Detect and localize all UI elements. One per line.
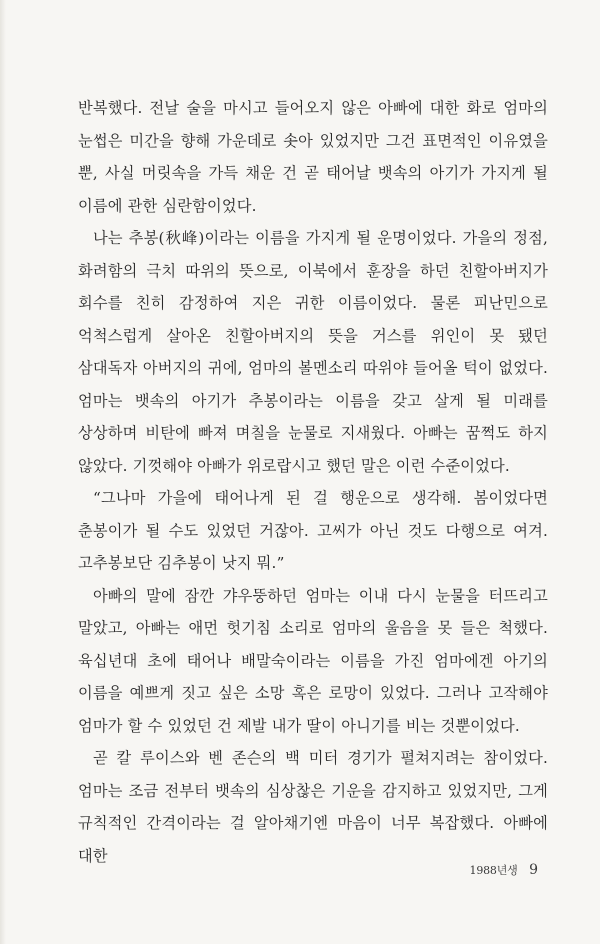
page-footer bbox=[470, 862, 538, 878]
paragraph-1: 반복했다. 전날 술을 마시고 들어오지 않은 아빠에 대한 화로 엄마의 눈썹은 미간을 향해 가운데로 솟아 있었지만 그건 표면적인 이유였을 뿐, 사실 머릿속을 가득 채운 건 곧 태어날 뱃속의 아기가 가지게 될 이름에 관한 심란함이었다. bbox=[78, 99, 548, 215]
paragraph-2: 나는 추봉(秋峰)이라는 이름을 가지게 될 운명이었다. 가을의 정점, 화려함의 극치 따위의 뜻으로, 이북에서 훈장을 하던 친할아버지가 회수를 친히 감정하여 지은 귀한 이름이었다. 물론 피난민으로 억척스럽게 살아온 친할아버지의 뜻을 거스를 위인이 못 됐던 삼대독자 아버지의 귀에, 엄마의 볼멘소리 따위야 들어올 턱이 없었다. 엄마는 뱃속의 아기가 추봉이라는 이름을 갖고 살게 될 미래를 상상하며 비탄에 빠져 며칠을 눈물로 지새웠다. 아빠는 꿈쩍도 하지 않았다. 기껏해야 아빠가 위로랍시고 했던 말은 이런 수준이었다. bbox=[78, 229, 548, 475]
page-edge-shadow bbox=[0, 0, 6, 944]
paragraph-5: 곧 칼 루이스와 벤 존슨의 백 미터 경기가 펼쳐지려는 참이었다. 엄마는 조금 전부터 뱃속의 심상찮은 기운을 감지하고 있었지만, 그게 규칙적인 간격이라는 걸 알아채기엔 마음이 너무 복잡했다. 아빠에 대한 bbox=[78, 749, 548, 865]
running-title: 1988년생 bbox=[469, 864, 518, 877]
paragraph-4: 아빠의 말에 잠깐 갸우뚱하던 엄마는 이내 다시 눈물을 터뜨리고 말았고, 아빠는 애먼 헛기침 소리로 엄마의 울음을 못 들은 척했다. 육십년대 초에 태어나 배말숙이라는 이름을 가진 엄마에겐 아기의 이름을 예쁘게 짓고 싶은 소망 혹은 로망이 있었다. 그러나 고작해야 엄마가 할 수 있었던 건 제발 내가 딸이 아니기를 비는 것뿐이었다. bbox=[78, 586, 548, 735]
body-text bbox=[78, 92, 548, 872]
page-number: 9 bbox=[529, 862, 538, 878]
paragraph-3-dialogue: “그나마 가을에 태어나게 된 걸 행운으로 생각해. 봄이었다면 춘봉이가 될 수도 있었던 거잖아. 고씨가 아닌 것도 다행으로 여겨. 고추봉보단 김추봉이 낫지 뭐.” bbox=[78, 489, 548, 572]
